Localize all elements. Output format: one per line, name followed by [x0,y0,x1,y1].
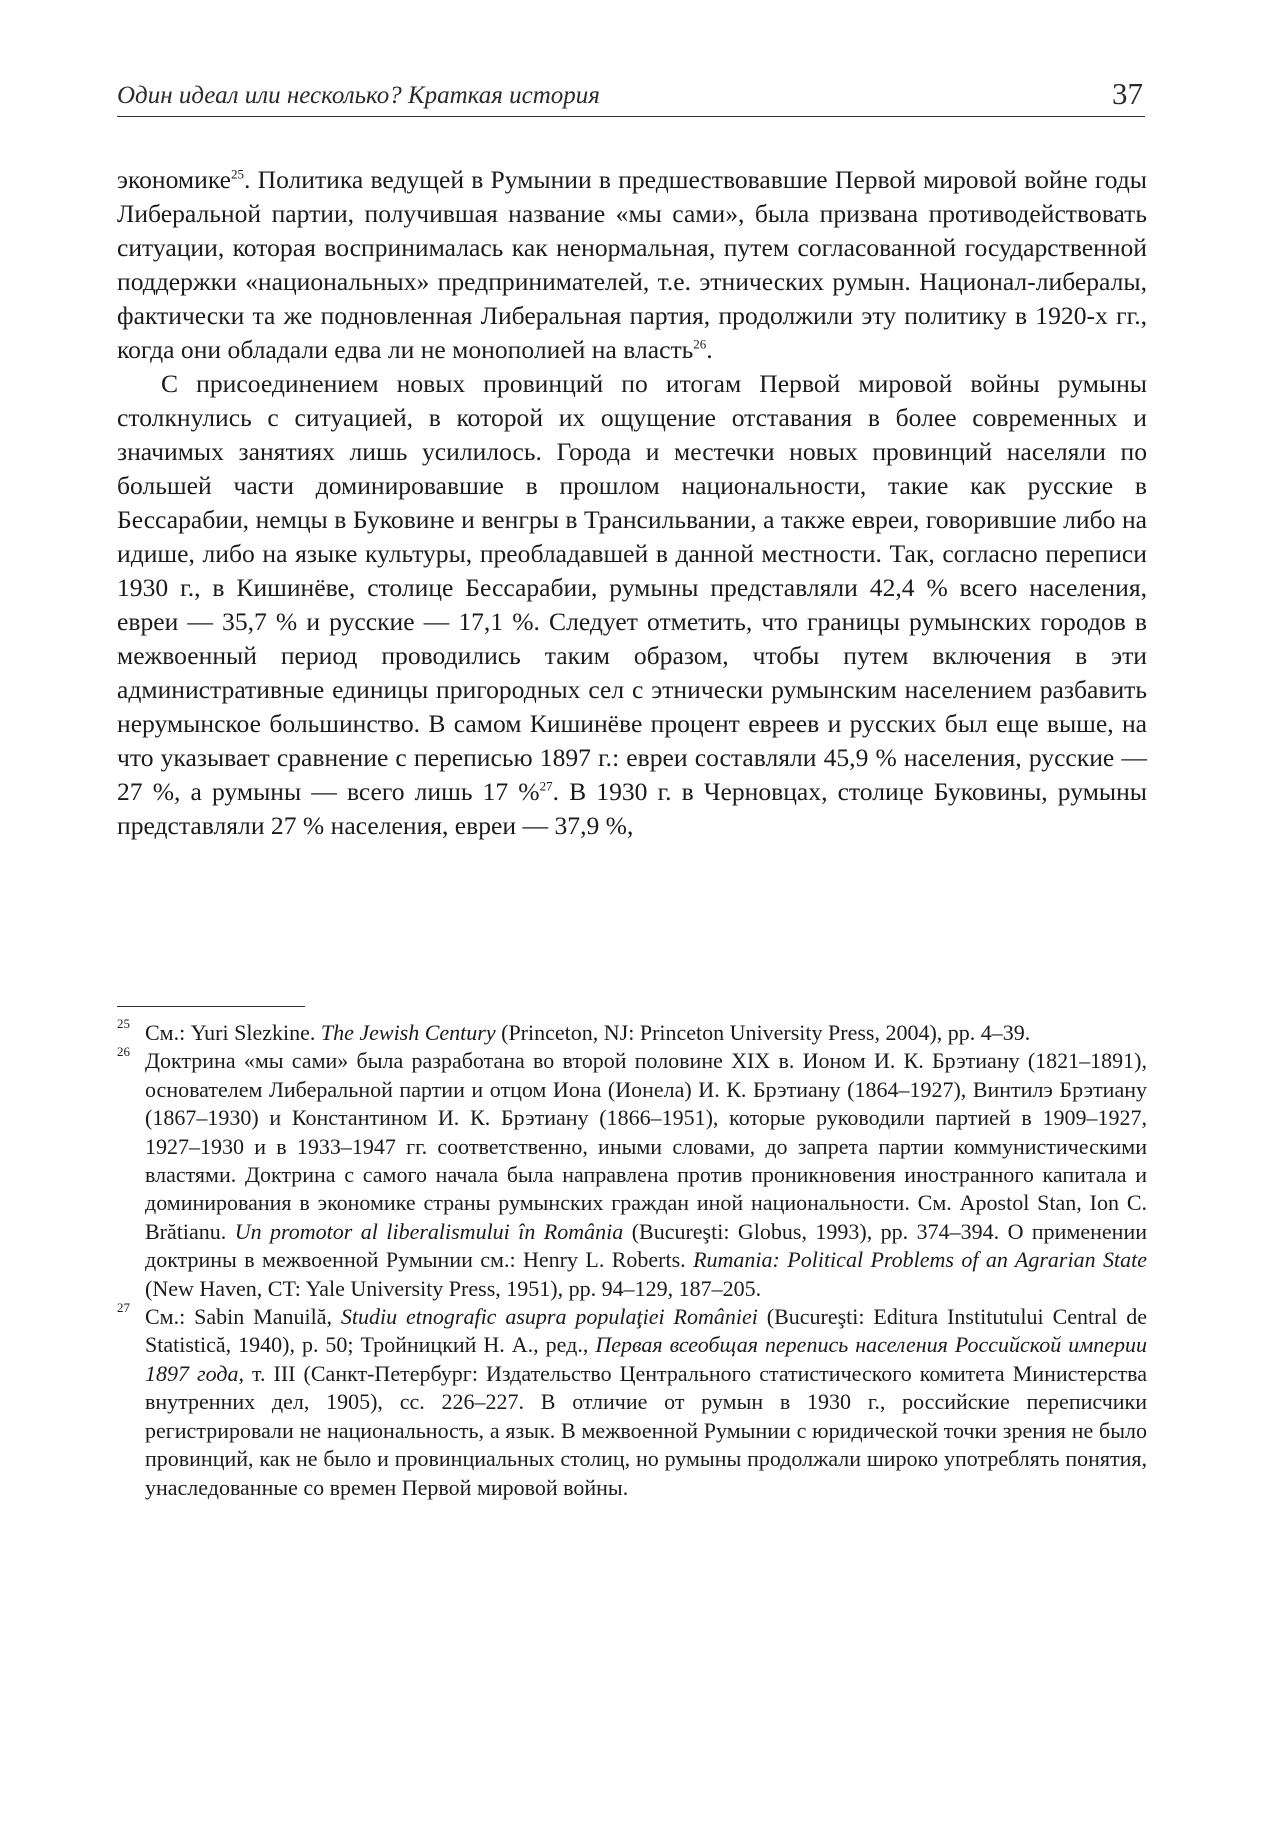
footnote-26 [117,1044,1148,1303]
footnote-title-italic: Un promotor al liberalismului în România [234,1218,624,1244]
running-title: Один идеал или несколько? Краткая история [117,82,600,109]
footnote-text: (Bucureşti: Globus, 1993), pp. 374–394. О применении доктрины в межвоенной Румынии см.: Henry L. Roberts. [145,1218,1147,1273]
footnote-number: 25 [117,1016,130,1031]
paragraph-text: С присоединением новых провинций по итогам Первой мировой войны румыны столкнулись с ситуацией, в которой их ощущение отставания в более современных и значимых занятиях лишь усилилось. Города и местечки новых провинций населяли по большей части доминировавшие в прошлом национальности, такие как русские в Бессарабии, немцы в Буковине и венгры в Трансильвании, а также евреи, говорившие либо на идише, либо на языке культуры, преобладавшей в данной местности. Так, согласно переписи 1930 г., в Кишинёве, столице Бессарабии, румыны представляли 42,4 % всего населения, евреи — 35,7 % и русские — 17,1 %. Следует отметить, что границы румынских городов в межвоенный период проводились таким образом, чтобы путем включения в эти административные единицы пригородных сел с этнически румынским населением разбавить нерумынское большинство. В самом Кишинёве процент евреев и русских был еще выше, на что указывает сравнение с переписью 1897 г.: евреи составляли 45,9 % населения, русские — 27 %, а румыны — всего лишь 17 % [117,369,1147,806]
paragraph-text: . В 1930 г. в Черновцах, столице Буковины, румыны представляли 27 % населения, евреи — 37,9 %, [117,777,1148,840]
footnote-27 [117,1300,1148,1502]
main-text [117,163,1147,843]
footnote-ref-26[interactable]: 26 [693,336,707,352]
footnote-number: 27 [117,1300,130,1316]
footnote-title-italic: The Jewish Century [320,1020,496,1045]
footnote-25 [117,1016,1147,1047]
paragraph-text: . [706,335,713,364]
footnote-text: , т. III (Санкт-Петербург: Издательство Центрального статистического комитета Министерства внутренних дел, 1905), сс. 226–227. В отличие от румын в 1930 г., российские переписчики регистрировали не национальность, а язык. В межвоенной Румынии с юридической точки зрения не было провинций, как не было и провинциальных столиц, но румыны продолжали широко употреблять понятия, унаследованные со времен Первой мировой войны. [145,1360,1147,1500]
footnote-ref-25[interactable]: 25 [230,166,244,182]
footnote-text: (Princeton, NJ: Princeton University Press, 2004), pp. 4–39. [495,1020,1031,1045]
page-number: 37 [1112,76,1143,111]
footnote-title-italic: Rumania: Political Problems of an Agrarian State [693,1247,1148,1273]
footnote-text: (New Haven, CT: Yale University Press, 1951), pp. 94–129, 187–205. [145,1275,762,1301]
footnote-text: См.: Yuri Slezkine. [145,1020,321,1045]
running-head [117,70,1145,117]
footnote-text: См.: Sabin Manuilă, [145,1304,341,1330]
footnote-number: 26 [117,1044,130,1060]
paragraph-text: экономике [117,165,231,194]
footnotes [117,1016,1148,1502]
footnote-text: (Bucureşti: Editura Institutului Central de Statistică, 1940), p. 50; Тройницкий Н. А., ред., [145,1304,1147,1358]
footnote-text: Доктрина «мы сами» была разработана во второй половине XIX в. Ионом И. К. Брэтиану (1821–1891), основателем Либеральной партии и отцом Иона (Ионела) И. К. Брэтиану (1864–1927), Винтилэ Брэтиану (1867–1930) и Константином И. К. Брэтиану (1866–1951), которые руководили партией в 1909–1927, 1927–1930 и в 1933–1947 гг. соответственно, иными словами, до запрета партии коммунистическими властями. Доктрина с самого начала была направлена против проникновения иностранного капитала и доминирования в экономике страны румынских граждан иной национальности. См. Apostol Stan, Ion C. Brătianu. [145,1048,1147,1244]
footnote-title-italic: Studiu etnografic asupra populaţiei României [340,1304,758,1330]
paragraph-2 [117,367,1147,843]
footnote-ref-27[interactable]: 27 [539,778,553,794]
footnote-title-italic: Первая всеобщая перепись населения Российской империи 1897 года [145,1332,1148,1386]
paragraph-1 [117,163,1147,367]
footnote-separator [117,1006,305,1007]
paragraph-text: . Политика ведущей в Румынии в предшествовавшие Первой мировой войне годы Либеральной партии, получившая название «мы сами», была призвана противодействовать ситуации, которая воспринималась как ненормальная, путем согласованной государственной поддержки «национальных» предпринимателей, т.е. этнических румын. Национал-либералы, фактически та же подновленная Либеральная партия, продолжили эту политику в 1920-х гг., когда они обладали едва ли не монополией на власть [117,165,1147,364]
